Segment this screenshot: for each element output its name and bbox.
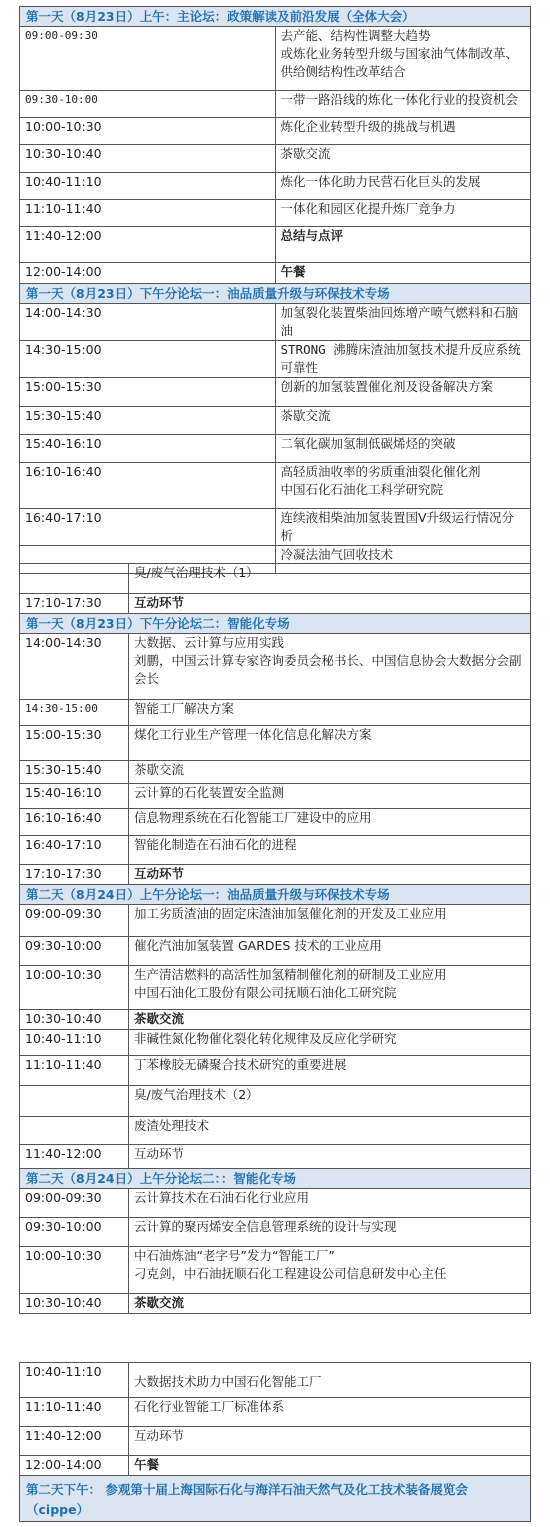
topic-cell: 互动环节	[129, 1427, 531, 1456]
topic-cell: 催化汽油加氢装置 GARDES 技术的工业应用	[129, 937, 531, 966]
topic-cell: 丁苯橡胶无磷聚合技术研究的重要进展	[129, 1056, 531, 1086]
topic-cell: 废渣处理技术	[129, 1117, 531, 1145]
topic-cell: 高轻质油收率的劣质重油裂化催化剂 中国石化石油化工科学研究院	[275, 463, 531, 509]
topic-cell: 加工劣质渣油的固定床渣油加氢催化剂的开发及工业应用	[129, 905, 531, 937]
time-cell: 15:30-15:40	[20, 407, 276, 435]
topic-cell: 大数据、云计算与应用实践 刘鹏，中国云计算专家咨询委员会秘书长、中国信息协会大数据分会副会长	[129, 634, 531, 700]
time-cell	[20, 564, 129, 594]
topic-cell: 智能工厂解决方案	[129, 700, 531, 726]
session-footer: 第二天下午： 参观第十届上海国际石化与海洋石油天然气及化工技术装备展览会（cippe）	[20, 1476, 531, 1522]
topic-cell: 加氢裂化装置柴油回炼增产喷气燃料和石脑油	[275, 304, 531, 341]
time-cell: 11:10-11:40	[20, 1398, 129, 1427]
time-cell: 11:10-11:40	[20, 200, 276, 227]
topic-cell: 冷凝法油气回收技术	[275, 546, 531, 574]
session-header: 第一天（8月23日）上午：主论坛：政策解读及前沿发展（全体大会）	[20, 7, 531, 27]
time-cell: 09:30-10:00	[20, 91, 276, 118]
topic-cell: 石化行业智能工厂标准体系	[129, 1398, 531, 1427]
topic-cell: 大数据技术助力中国石化智能工厂	[129, 1363, 531, 1398]
topic-cell: 云计算技术在石油石化行业应用	[129, 1189, 531, 1218]
time-cell: 09:00-09:30	[20, 1189, 129, 1218]
time-cell: 09:00-09:30	[20, 27, 276, 91]
topic-cell: 生产清洁燃料的高活性加氢精制催化剂的研制及工业应用 中国石油化工股份有限公司抚顺石油化工研究院	[129, 966, 531, 1010]
time-cell: 17:10-17:30	[20, 865, 129, 885]
topic-cell: 茶歇交流	[129, 1010, 531, 1030]
time-cell: 15:30-15:40	[20, 761, 129, 784]
time-cell: 16:40-17:10	[20, 509, 276, 546]
time-cell: 17:10-17:30	[20, 594, 129, 614]
topic-cell: 茶歇交流	[275, 145, 531, 173]
time-cell: 11:40-12:00	[20, 1427, 129, 1456]
topic-cell: 创新的加氢装置催化剂及设备解决方案	[275, 378, 531, 407]
schedule-table-1	[19, 6, 531, 574]
time-cell: 10:40-11:10	[20, 1363, 129, 1398]
topic-cell: 茶歇交流	[129, 1294, 531, 1314]
topic-cell: 一带一路沿线的炼化一体化行业的投资机会	[275, 91, 531, 118]
time-cell: 10:40-11:10	[20, 173, 276, 200]
time-cell: 12:00-14:00	[20, 1456, 129, 1476]
time-cell: 14:30-15:00	[20, 700, 129, 726]
topic-cell: 总结与点评	[275, 227, 531, 263]
topic-cell: 茶歇交流	[275, 407, 531, 435]
session-header: 第二天（8月24日）上午分论坛一：油品质量升级与环保技术专场	[20, 885, 531, 905]
time-cell: 15:40-16:10	[20, 784, 129, 809]
time-cell: 12:00-14:00	[20, 263, 276, 284]
topic-cell: 信息物理系统在石化智能工厂建设中的应用	[129, 809, 531, 836]
topic-cell: 一体化和园区化提升炼厂竞争力	[275, 200, 531, 227]
time-cell: 16:10-16:40	[20, 809, 129, 836]
time-cell: 10:00-10:30	[20, 118, 276, 145]
schedule-table-3	[19, 1362, 531, 1522]
time-cell	[20, 1117, 129, 1145]
time-cell: 10:30-10:40	[20, 1294, 129, 1314]
topic-cell: 二氧化碳加氢制低碳烯烃的突破	[275, 435, 531, 463]
time-cell: 14:00-14:30	[20, 634, 129, 700]
topic-cell: 连续液相柴油加氢装置国Ⅴ升级运行情况分析	[275, 509, 531, 546]
topic-cell: 非碱性氮化物催化裂化转化规律及反应化学研究	[129, 1030, 531, 1056]
topic-cell: STRONG 沸腾床渣油加氢技术提升反应系统可靠性	[275, 341, 531, 378]
topic-cell: 云计算的聚丙烯安全信息管理系统的设计与实现	[129, 1218, 531, 1247]
time-cell: 10:00-10:30	[20, 1247, 129, 1294]
session-header: 第一天（8月23日）下午分论坛二：智能化专场	[20, 614, 531, 634]
time-cell: 10:30-10:40	[20, 1010, 129, 1030]
topic-cell: 智能化制造在石油石化的进程	[129, 836, 531, 865]
time-cell: 09:30-10:00	[20, 1218, 129, 1247]
time-cell: 11:10-11:40	[20, 1056, 129, 1086]
time-cell: 15:40-16:10	[20, 435, 276, 463]
time-cell: 11:40-12:00	[20, 1145, 129, 1169]
topic-cell: 臭/废气治理技术（1）	[129, 564, 531, 594]
time-cell: 15:00-15:30	[20, 378, 276, 407]
topic-cell: 午餐	[275, 263, 531, 284]
time-cell: 09:30-10:00	[20, 937, 129, 966]
schedule-table-2	[19, 563, 531, 1314]
topic-cell: 互动环节	[129, 1145, 531, 1169]
time-cell: 10:30-10:40	[20, 145, 276, 173]
time-cell: 14:30-15:00	[20, 341, 276, 378]
time-cell: 16:10-16:40	[20, 463, 276, 509]
time-cell: 14:00-14:30	[20, 304, 276, 341]
topic-cell: 互动环节	[129, 594, 531, 614]
time-cell: 16:40-17:10	[20, 836, 129, 865]
topic-cell: 云计算的石化装置安全监测	[129, 784, 531, 809]
session-header: 第二天（8月24日）上午分论坛二：：智能化专场	[20, 1169, 531, 1189]
topic-cell: 臭/废气治理技术（2）	[129, 1086, 531, 1117]
time-cell: 10:00-10:30	[20, 966, 129, 1010]
topic-cell: 互动环节	[129, 865, 531, 885]
topic-cell: 去产能、结构性调整大趋势 或炼化业务转型升级与国家油气体制改革、供给侧结构性改革结合	[275, 27, 531, 91]
topic-cell: 茶歇交流	[129, 761, 531, 784]
time-cell: 15:00-15:30	[20, 726, 129, 761]
topic-cell: 中石油炼油“老字号”发力“智能工厂” 刁克剑，中石油抚顺石化工程建设公司信息研发中心主任	[129, 1247, 531, 1294]
topic-cell: 炼化企业转型升级的挑战与机遇	[275, 118, 531, 145]
topic-cell: 午餐	[129, 1456, 531, 1476]
topic-cell: 炼化一体化助力民营石化巨头的发展	[275, 173, 531, 200]
time-cell: 11:40-12:00	[20, 227, 276, 263]
time-cell: 10:40-11:10	[20, 1030, 129, 1056]
session-header: 第一天（8月23日）下午分论坛一：油品质量升级与环保技术专场	[20, 284, 531, 304]
topic-cell: 煤化工行业生产管理一体化信息化解决方案	[129, 726, 531, 761]
time-cell	[20, 1086, 129, 1117]
time-cell: 09:00-09:30	[20, 905, 129, 937]
